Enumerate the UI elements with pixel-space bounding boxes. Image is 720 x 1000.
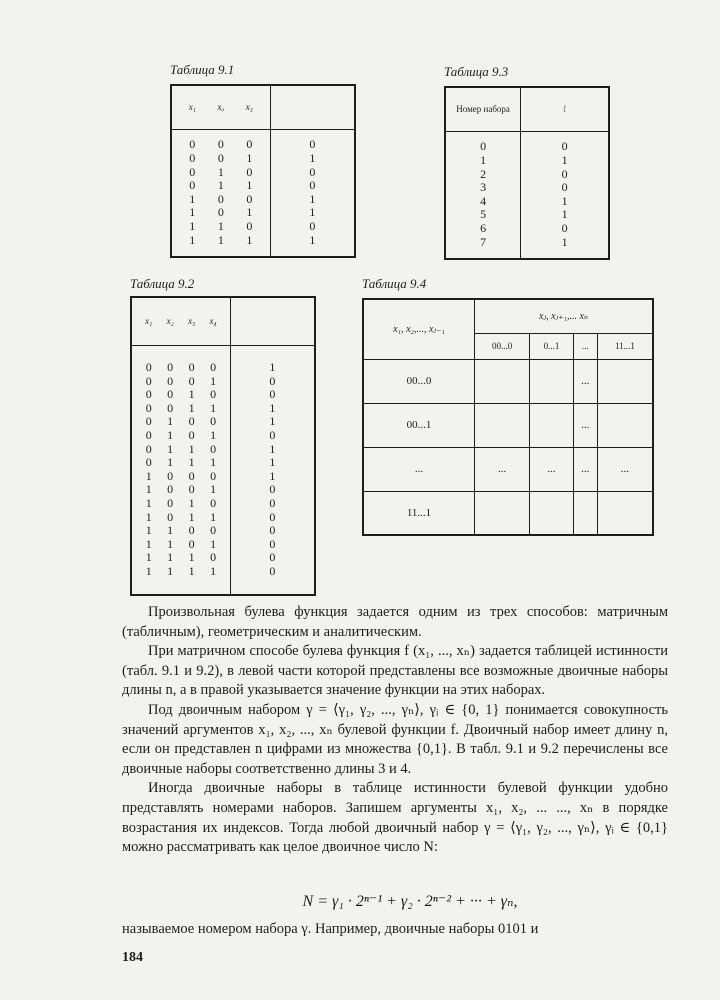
t92-header-3: x₃ [188,316,196,327]
t92-f-value: 0 [269,427,276,442]
t94-subheader-2: 0...1 [530,333,574,359]
t92-cell: 1 [145,550,152,565]
t92-cell: 0 [210,441,217,456]
t92-cell: 1 [167,563,174,578]
t91-cell: 0 [246,191,253,206]
paragraph-2: При матричном способе булева функция f (x₁, ..., xₙ) задается таблицей истинности (табл. 9.1 и 9.2), в левой части которой представлены все возможные двоичные наборы длины n, а в правой указывается значение функции на этих наборах. [122,643,668,699]
t91-column-3 [246,138,252,247]
paragraph-3: Под двоичным набором γ = ⟨γ₁, γ₂, ..., γₙ⟩, γᵢ ∈ {0, 1} понимается совокупность значений аргументов x₁, x₂, ..., xₙ булевой функции f. Двоичный набор имеет длину n, если он представлен n цифрами из множества {0,1}. В табл. 9.1 и 9.2 перечислены все двоичные наборы соответственно длины 3 и 4. [122,701,668,777]
t92-cell: 0 [188,414,195,429]
t91-f-value: 1 [309,150,316,165]
t94-cell [573,491,597,535]
t92-f-value: 0 [269,523,276,538]
t92-cell: 1 [210,509,217,524]
t92-cell: 0 [145,455,152,470]
t92-cell: 1 [167,536,174,551]
t92-cell: 0 [145,441,152,456]
t93-f-value: 0 [561,166,568,181]
t92-cell: 0 [210,387,217,402]
t92-cell: 0 [188,536,195,551]
t91-cell: 0 [189,150,196,165]
t94-row-label: ... [363,447,475,491]
t91-cell: 1 [189,232,196,247]
t93-f-value: 1 [561,152,568,167]
t92-args [131,345,230,595]
t91-cell: 1 [246,205,253,220]
t91-values [270,129,355,257]
t93-values [521,131,609,259]
t93-number: 0 [480,139,487,154]
t92-cell: 1 [188,495,195,510]
t92-cell: 1 [145,482,152,497]
t92-cell: 0 [145,427,152,442]
t93-numbers [445,131,521,259]
t92-f-value: 1 [269,441,276,456]
t92-f-value: 0 [269,563,276,578]
t92-cell: 1 [188,563,195,578]
t91-cell: 0 [246,218,253,233]
table-9-3 [444,86,610,260]
t92-header-1: x₁ [145,316,153,327]
t92-cell: 1 [210,563,217,578]
table-9-1 [170,84,356,258]
t92-cell: 0 [145,400,152,415]
t92-f-value: 0 [269,550,276,565]
t92-cell: 0 [210,550,217,565]
t93-number: 1 [480,152,487,167]
t92-cell: 0 [210,523,217,538]
t91-f-value: 1 [309,205,316,220]
t94-cell: ... [573,447,597,491]
t94-cell [475,359,530,403]
t92-cell: 1 [145,563,152,578]
t91-cell: 0 [217,191,224,206]
t91-args [171,129,270,257]
t91-cell: 0 [217,137,224,152]
t92-cell: 1 [167,427,174,442]
t94-cell: ... [573,359,597,403]
table-9-4-caption: Таблица 9.4 [362,276,427,291]
t93-f-value: 1 [561,234,568,249]
t91-cell: 0 [189,137,196,152]
t91-cell: 1 [189,205,196,220]
table-9-3-caption: Таблица 9.3 [444,64,509,79]
t92-cell: 0 [210,360,217,374]
t92-cell: 0 [210,468,217,483]
t91-cell: 1 [246,178,253,193]
t92-header-2: x₂ [166,316,174,327]
t94-cell [530,491,574,535]
t94-cell [597,491,653,535]
t92-f-value: 1 [269,400,276,415]
t91-f-value: 0 [309,164,316,179]
t92-column-4 [210,361,216,579]
t94-cell: ... [597,447,653,491]
t93-f-value: 0 [561,139,568,154]
t92-cell: 0 [145,387,152,402]
t92-cell: 1 [167,414,174,429]
t94-cell [530,403,574,447]
t91-column-2 [218,138,224,247]
t92-cell: 0 [167,387,174,402]
t91-f-value: 1 [309,232,316,247]
t92-f-value: 0 [269,509,276,524]
t92-cell: 1 [188,441,195,456]
t92-f-value: 0 [269,495,276,510]
t92-cell: 1 [167,455,174,470]
t92-cell: 0 [145,373,152,388]
t92-cell: 1 [210,482,217,497]
t91-cell: 1 [217,178,224,193]
t92-cell: 1 [145,468,152,483]
t91-header-3: x₃ [245,102,253,113]
t94-col-header: xⱼ, xⱼ₊₁,... xₙ [475,299,654,333]
t91-arg-headers [171,85,270,129]
t94-row-label: 11...1 [363,491,475,535]
t92-arg-headers [131,297,230,345]
t91-cell: 1 [189,218,196,233]
t92-cell: 0 [210,495,217,510]
t92-f-header [230,297,315,345]
t92-cell: 1 [167,550,174,565]
t92-cell: 0 [167,400,174,415]
t92-cell: 1 [210,373,217,388]
t92-cell: 1 [210,536,217,551]
t91-cell: 1 [217,164,224,179]
t92-values [230,345,315,595]
t94-row-header: x₁, x₂,..., xⱼ₋₁ [363,299,475,359]
t94-cell: ... [475,447,530,491]
t92-cell: 0 [188,523,195,538]
t94-cell: ... [573,403,597,447]
t94-cell [597,359,653,403]
t91-cell: 0 [189,178,196,193]
t93-f-value: 1 [561,207,568,222]
t93-number: 3 [480,180,487,195]
t91-cell: 1 [246,232,253,247]
t94-subheader-4: 11...1 [597,333,653,359]
t92-column-3 [189,361,195,579]
t92-cell: 0 [167,509,174,524]
t94-cell [530,359,574,403]
t92-f-value: 0 [269,536,276,551]
t91-f-value: 0 [309,178,316,193]
t91-column-1 [189,138,195,247]
t92-cell: 1 [188,455,195,470]
t91-cell: 0 [246,164,253,179]
table-9-2-caption: Таблица 9.2 [130,276,195,291]
formula: N = γ₁ · 2ⁿ⁻¹ + γ₂ · 2ⁿ⁻² + ··· + γₙ, [302,893,518,910]
t91-cell: 1 [189,191,196,206]
table-9-1-caption: Таблица 9.1 [170,62,235,77]
page-number: 184 [122,950,143,965]
t91-cell: 0 [217,205,224,220]
t92-cell: 1 [167,523,174,538]
t92-cell: 1 [145,523,152,538]
t91-cell: 0 [189,164,196,179]
t91-header-2: xₐ [217,102,225,113]
t92-column-1 [146,361,152,579]
t91-f-value: 1 [309,191,316,206]
t94-row-label: 00...1 [363,403,475,447]
t92-cell: 0 [188,468,195,483]
t92-cell: 0 [167,495,174,510]
t93-f-value: 0 [561,180,568,195]
t91-f-header [270,85,355,129]
t92-cell: 0 [167,360,174,374]
t91-header-1: x₁ [188,102,196,113]
t92-cell: 0 [167,373,174,388]
t93-number: 4 [480,193,487,208]
t94-cell: ... [530,447,574,491]
t91-f-value: 0 [309,218,316,233]
t92-cell: 0 [188,482,195,497]
t93-number: 6 [480,220,487,235]
t92-cell: 0 [167,482,174,497]
t92-cell: 1 [145,495,152,510]
t94-subheader-1: 00...0 [475,333,530,359]
t92-cell: 1 [188,387,195,402]
t92-f-value: 1 [269,455,276,470]
t93-f-value: 1 [561,193,568,208]
body-text [122,603,668,858]
paragraph-1: Произвольная булева функция задается одним из трех способов: матричным (табличным), геометрическим и аналитическим. [122,604,668,640]
t92-cell: 1 [210,427,217,442]
t92-header-4: x₄ [209,316,217,327]
table-9-4 [362,298,654,536]
t92-f-value: 1 [269,414,276,429]
paragraph-4: Иногда двоичные наборы в таблице истинности булевой функции удобно представлять номерами наборов. Запишем аргументы x₁, x₂, ... ..., xₙ в порядке возрастания их индексов. Тогда любой двоичный набор γ = ⟨γ₁, γ₂, ..., γₙ⟩, γᵢ ∈ {0,1} можно рассматривать как целое двоичное число N: [122,780,668,856]
t92-cell: 0 [145,414,152,429]
t91-cell: 0 [246,137,253,152]
t92-cell: 0 [188,427,195,442]
t92-cell: 1 [210,455,217,470]
t94-cell [475,491,530,535]
t91-f-value: 0 [309,137,316,152]
t93-number: 5 [480,207,487,222]
t93-number: 2 [480,166,487,181]
t92-cell: 0 [210,414,217,429]
t91-cell: 1 [217,218,224,233]
t92-cell: 1 [145,509,152,524]
t92-f-value: 0 [269,387,276,402]
t93-number: 7 [480,234,487,249]
t92-cell: 0 [167,468,174,483]
t92-cell: 0 [188,360,195,374]
t92-f-value: 0 [269,373,276,388]
t93-f-value: 0 [561,220,568,235]
t92-column-2 [167,361,173,579]
t92-cell: 1 [210,400,217,415]
t92-f-value: 1 [269,468,276,483]
t92-cell: 0 [145,360,152,374]
table-9-2 [130,296,316,596]
t94-row-label: 00...0 [363,359,475,403]
t92-cell: 1 [145,536,152,551]
t92-cell: 1 [188,550,195,565]
t93-f-header: f [521,87,609,131]
t92-cell: 1 [188,400,195,415]
t92-f-value: 0 [269,482,276,497]
t94-subheader-3: ... [573,333,597,359]
t94-cell [597,403,653,447]
t92-cell: 1 [167,441,174,456]
t93-num-header: Номер набора [445,87,521,131]
t92-f-value: 1 [269,360,276,374]
t91-cell: 0 [217,150,224,165]
t92-cell: 1 [188,509,195,524]
t92-cell: 0 [188,373,195,388]
t94-cell [475,403,530,447]
last-line: называемое номером набора γ. Например, двоичные наборы 0101 и [122,921,539,937]
t91-cell: 1 [217,232,224,247]
t91-cell: 1 [246,150,253,165]
